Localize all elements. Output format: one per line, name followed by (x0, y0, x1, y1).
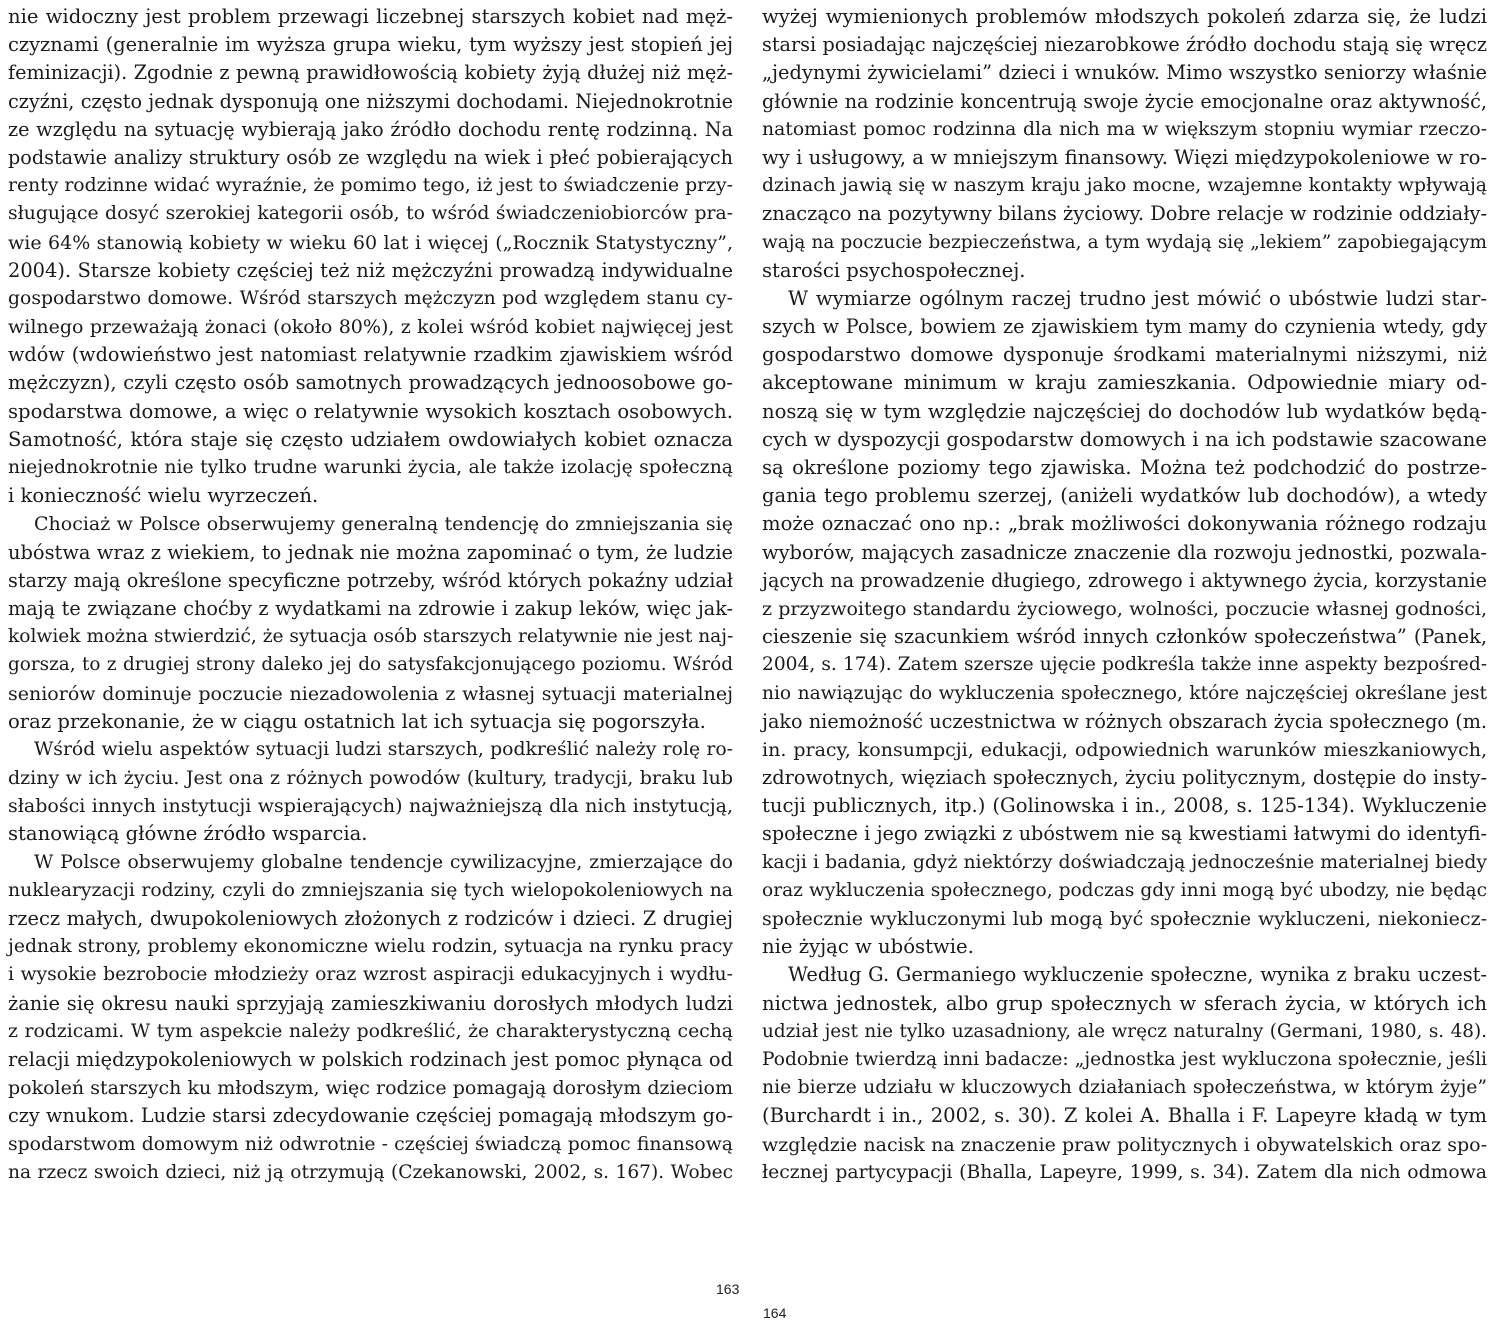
text-line: „jedynymi żywicielami” dzieci i wnuków. Mimo wszystko seniorzy właśnie (762, 61, 1487, 85)
text-line: głównie na rodzinie koncentrują swoje życie emocjonalne oraz aktywność, (762, 89, 1487, 113)
text-line: mają te związane choćby z wydatkami na zdrowie i zakup leków, więc jak- (8, 596, 733, 620)
text-line: gospodarstwo domowe dysponuje środkami materialnymi niższymi, niż (762, 343, 1487, 367)
text-line: niejednokrotnie nie tylko trudne warunki życia, ale także izolację społeczną (8, 457, 733, 478)
text-line: mężczyzn), czyli często osób samotnych prowadzących jednoosobowe go- (8, 371, 733, 395)
text-line: W Polsce obserwujemy globalne tendencje cywilizacyjne, zmierzające do (34, 851, 733, 873)
text-line: sługujące dosyć szerokiej kategorii osób, to wśród świadczeniobiorców pra- (8, 203, 733, 225)
text-line: gorsza, to z drugiej strony daleko jej do satysfakcjonującego poziomu. Wśród (8, 654, 733, 676)
text-line: ze względu na sytuację wybierają jako źródło dochodu rentę rodzinną. Na (8, 117, 733, 141)
text-line: nuklearyzacji rodziny, czyli do zmniejszania się tych wielopokoleniowych na (8, 879, 733, 901)
text-line: czy wnukom. Ludzie starsi zdecydowanie częściej pomagają młodszym go- (8, 1104, 733, 1128)
text-line: nictwa jednostek, albo grup społecznych w sferach życia, w których ich (762, 991, 1487, 1015)
text-line: Chociaż w Polsce obserwujemy generalną tendencję do zmniejszania się (34, 513, 733, 536)
right-text-column (762, 3, 1487, 1187)
text-line: może oznaczać ono np.: „brak możliwości dokonywania różnego rodzaju (762, 512, 1487, 536)
text-line: podstawie analizy struktury osób ze względu na wiek i płeć pobierających (8, 145, 733, 169)
text-line: społeczne i jego związki z ubóstwem nie są kwestiami łatwymi do identyfi- (762, 822, 1487, 846)
text-line: względzie nacisk na znaczenie praw politycznych i obywatelskich oraz spo- (762, 1133, 1487, 1156)
text-line: oraz wykluczenia społecznego, podczas gdy inni mogą być ubodzy, nie będąc (762, 879, 1487, 901)
text-line: wyżej wymienionych problemów młodszych pokoleń zdarza się, że ludzi (762, 5, 1487, 28)
text-line: jących na prowadzenie długiego, zdrowego i aktywnego życia, korzystanie (762, 568, 1487, 592)
left-text-column (8, 3, 733, 1187)
text-line: W wymiarze ogólnym raczej trudno jest mówić o ubóstwie ludzi star- (788, 286, 1487, 310)
text-line: wilnego przeważają żonaci (około 80%), z kolei wśród kobiet najwięcej jest (8, 316, 733, 339)
text-line: nie żyjąc w ubóstwie. (762, 935, 974, 959)
text-line: dzinach jawią się w naszym kraju jako mocne, wzajemne kontakty wpływają (762, 175, 1487, 197)
text-line: in. pracy, konsumpcji, edukacji, odpowiednich warunków mieszkaniowych, (762, 738, 1487, 761)
text-line: starzy mają określone specyficzne potrzeby, wśród których pokaźny udział (8, 568, 733, 592)
text-line: cieszenie się szacunkiem wśród innych członków społeczeństwa” (Panek, (762, 625, 1487, 649)
text-line: czyźni, często jednak dysponują one niższymi dochodami. Niejednokrotnie (8, 89, 733, 113)
text-line: jednak strony, problemy ekonomiczne wielu rodzin, sytuacja na rynku pracy (8, 936, 733, 958)
text-line: kolwiek można stwierdzić, że sytuacja osób starszych relatywnie nie jest naj- (8, 626, 734, 648)
text-line: kacji i badania, gdyż niektórzy doświadczają jednocześnie materialnej biedy (762, 851, 1487, 873)
text-line: seniorów dominuje poczucie niezadowolenia z własnej sytuacji materialnej (8, 682, 733, 705)
text-line: nie widoczny jest problem przewagi liczebnej starszych kobiet nad męż- (8, 5, 733, 28)
text-line: gania tego problemu szerzej, (aniżeli wydatków lub dochodów), a wtedy (762, 484, 1487, 508)
text-line: 2004, s. 174). Zatem szersze ujęcie podkreśla także inne aspekty bezpośred- (762, 654, 1487, 676)
text-line: szych w Polsce, bowiem ze zjawiskiem tym mamy do czynienia wtedy, gdy (762, 315, 1487, 339)
text-line: udział jest nie tylko uzasadniony, ale wręcz naturalny (Germani, 1980, s. 48). (762, 1020, 1487, 1042)
text-line: tucji publicznych, itp.) (Golinowska i in., 2008, s. 125-134). Wykluczenie (762, 794, 1487, 818)
text-line: i konieczność wielu wyrzeczeń. (8, 484, 319, 508)
text-line: akceptowane minimum w kraju zamieszkania. Odpowiednie miary od- (762, 371, 1487, 395)
text-line: nie bierze udziału w kluczowych działaniach społeczeństwa, w którym żyje” (762, 1077, 1487, 1099)
text-line: wyborów, mających zasadnicze znaczenie dla rozwoju jednostki, pozwala- (762, 540, 1487, 564)
text-line: (Burchardt i in., 2002, s. 30). Z kolei A. Bhalla i F. Lapeyre kładą w tym (762, 1104, 1487, 1128)
page-number: 164 (763, 1305, 787, 1321)
text-line: oraz przekonanie, że w ciągu ostatnich lat ich sytuacja się pogorszyła. (8, 709, 706, 733)
text-line: Według G. Germaniego wykluczenie społeczne, wynika z braku uczest- (788, 963, 1487, 987)
text-line: żanie się okresu nauki sprzyjają zamieszkiwaniu dorosłych młodych ludzi (8, 991, 733, 1015)
text-line: pokoleń starszych ku młodszym, więc rodzice pomagają dorosłym dzieciom (8, 1077, 733, 1100)
text-line: słabości innych instytucji wspierających) najważniejszą dla nich instytucją, (8, 795, 733, 818)
text-line: wdów (wdowieństwo jest natomiast relatywnie rzadkim zjawiskiem wśród (8, 343, 733, 367)
text-line: Podobnie twierdzą inni badacze: „jednostka jest wykluczona społecznie, jeśli (762, 1048, 1487, 1070)
text-line: Samotność, która staje się często udziałem owdowiałych kobiet oznacza (8, 427, 733, 451)
text-line: stanowiącą główne źródło wsparcia. (8, 822, 368, 846)
text-line: ubóstwa wraz z wiekiem, to jednak nie można zapominać o tym, że ludzie (8, 540, 733, 564)
text-line: jako niemożność uczestnictwa w różnych obszarach życia społecznego (m. (762, 709, 1487, 733)
text-line: starsi posiadając najczęściej niezarobkowe źródło dochodu stają się wręcz (762, 33, 1487, 57)
text-line: z przyzwoitego standardu życiowego, wolności, poczucie własnej godności, (762, 597, 1487, 620)
text-line: i wysokie bezrobocie młodzieży oraz wzrost aspiracji edukacyjnych i wydłu- (8, 964, 733, 986)
text-line: 2004). Starsze kobiety częściej też niż mężczyźni prowadzą indywidualne (8, 258, 733, 282)
text-line: starości psychospołecznej. (762, 258, 1026, 282)
text-line: spodarstwa domowe, a więc o relatywnie wysokich kosztach osobowych. (8, 399, 733, 423)
text-line: zdrowotnych, więziach społecznych, życiu politycznym, dostępie do insty- (762, 766, 1487, 790)
text-line: łecznej partycypacji (Bhalla, Lapeyre, 1999, s. 34). Zatem dla nich odmowa (762, 1161, 1487, 1183)
text-line: z rodzicami. W tym aspekcie należy podkreślić, że charakterystyczną cechą (8, 1020, 733, 1042)
text-line: wają na poczucie bezpieczeństwa, a tym wydają się „lekiem” zapobiegającym (762, 231, 1487, 253)
text-line: są określone poziomy tego zjawiska. Można też podchodzić do postrze- (762, 456, 1487, 479)
text-line: feminizacji). Zgodnie z pewną prawidłowością kobiety żyją dłużej niż męż- (8, 61, 733, 85)
text-line: Wśród wielu aspektów sytuacji ludzi starszych, podkreślić należy rolę ro- (34, 738, 733, 760)
text-line: czyznami (generalnie im wyższa grupa wieku, tym wyższy jest stopień jej (8, 33, 733, 57)
text-line: społecznie wykluczonymi lub mogą być społecznie wykluczeni, niekoniecz- (762, 908, 1487, 930)
text-line: natomiast pomoc rodzinna dla nich ma w większym stopniu wymiar rzeczo- (762, 118, 1487, 140)
text-line: spodarstwom domowym niż odwrotnie - częściej świadczą pomoc finansową (8, 1133, 733, 1155)
text-line: znacząco na pozytywny bilans życiowy. Dobre relacje w rodzinie oddziały- (762, 202, 1487, 226)
text-line: wie 64% stanowią kobiety w wieku 60 lat i więcej („Rocznik Statystyczny”, (8, 231, 733, 254)
text-line: relacji międzypokoleniowych w polskich rodzinach jest pomoc płynąca od (8, 1047, 733, 1071)
text-line: gospodarstwo domowe. Wśród starszych mężczyzn pod względem stanu cy- (8, 287, 733, 309)
text-line: renty rodzinne widać wyraźnie, że pomimo tego, iż jest to świadczenie przy- (8, 175, 733, 197)
text-line: cych w dyspozycji gospodarstw domowych i na ich podstawie szacowane (762, 427, 1487, 451)
text-line: noszą się w tym względzie najczęściej do dochodów lub wydatków będą- (762, 399, 1487, 423)
text-line: dziny w ich życiu. Jest ona z różnych powodów (kultury, tradycji, braku lub (8, 767, 733, 790)
text-line: wy i usługowy, a w mniejszym finansowy. Więzi międzypokoleniowe w ro- (762, 145, 1487, 169)
page-number: 163 (716, 1281, 740, 1297)
text-line: nio nawiązując do wykluczenia społecznego, które najczęściej określane jest (762, 682, 1487, 704)
text-line: rzecz małych, dwupokoleniowych złożonych z rodziców i dzieci. Z drugiej (8, 907, 733, 930)
text-line: na rzecz swoich dzieci, niż ją otrzymują (Czekanowski, 2002, s. 167). Wobec (8, 1161, 733, 1183)
